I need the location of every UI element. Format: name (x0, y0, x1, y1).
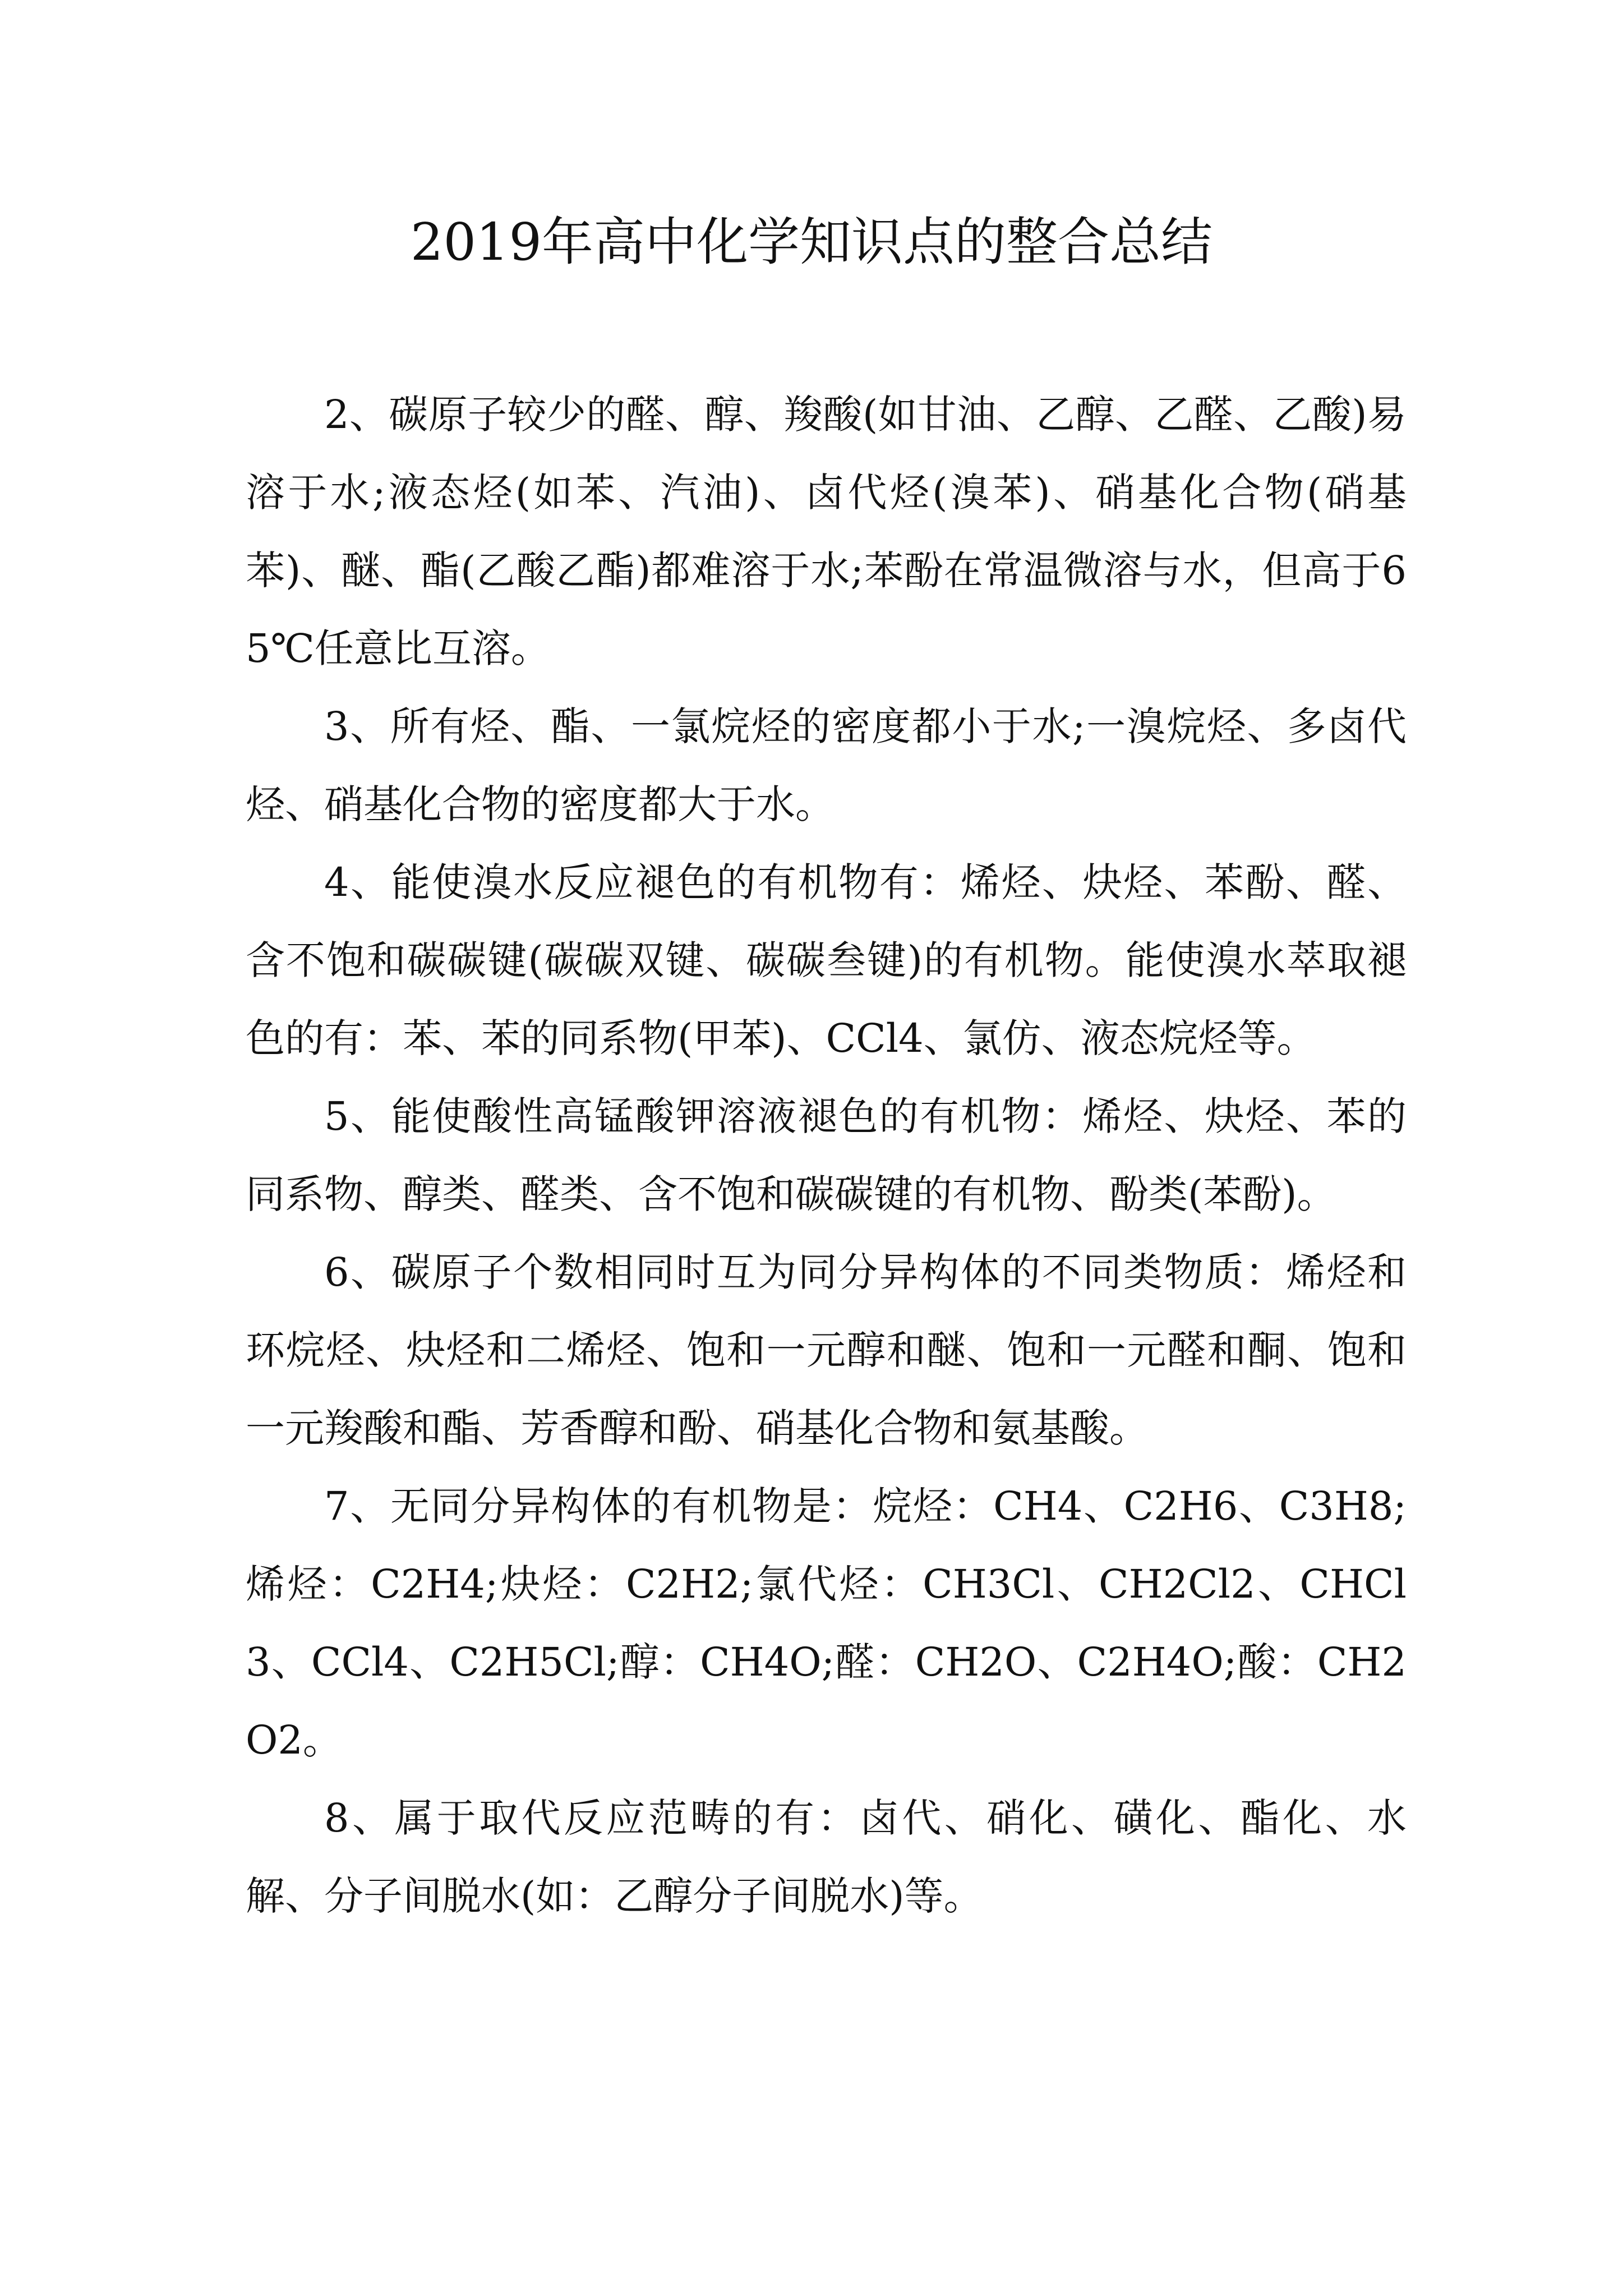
document-title: 2019年高中化学知识点的整合总结 (410, 212, 1213, 272)
document-body (246, 376, 1407, 1935)
paragraph-item-2: 2、碳原子较少的醛、醇、羧酸(如甘油、乙醇、乙醛、乙酸)易溶于水;液态烃(如苯、汽油)、卤代烃(溴苯)、硝基化合物(硝基苯)、醚、酯(乙酸乙酯)都难溶于水;苯酚在常温微溶与水，但高于65℃任意比互溶。 (246, 392, 1407, 671)
paragraph-item-3: 3、所有烃、酯、一氯烷烃的密度都小于水;一溴烷烃、多卤代烃、硝基化合物的密度都大于水。 (246, 703, 1407, 827)
paragraph-item-7: 7、无同分异构体的有机物是：烷烃：CH4、C2H6、C3H8;烯烃：C2H4;炔烃：C2H2;氯代烃：CH3Cl、CH2Cl2、CHCl3、CCl4、C2H5Cl;醇：CH4O;醛：CH2O、C2H4O;酸：CH2O2。 (246, 1483, 1407, 1763)
paragraph-item-5: 5、能使酸性高锰酸钾溶液褪色的有机物：烯烃、炔烃、苯的同系物、醇类、醛类、含不饱和碳碳键的有机物、酚类(苯酚)。 (246, 1093, 1407, 1217)
paragraph-item-4: 4、能使溴水反应褪色的有机物有：烯烃、炔烃、苯酚、醛、含不饱和碳碳键(碳碳双键、碳碳叁键)的有机物。能使溴水萃取褪色的有：苯、苯的同系物(甲苯)、CCl4、氯仿、液态烷烃等。 (246, 859, 1407, 1061)
paragraph-item-8: 8、属于取代反应范畴的有：卤代、硝化、磺化、酯化、水解、分子间脱水(如：乙醇分子间脱水)等。 (246, 1795, 1407, 1919)
paragraph-item-6: 6、碳原子个数相同时互为同分异构体的不同类物质：烯烃和环烷烃、炔烃和二烯烃、饱和一元醇和醚、饱和一元醛和酮、饱和一元羧酸和酯、芳香醇和酚、硝基化合物和氨基酸。 (246, 1249, 1407, 1451)
